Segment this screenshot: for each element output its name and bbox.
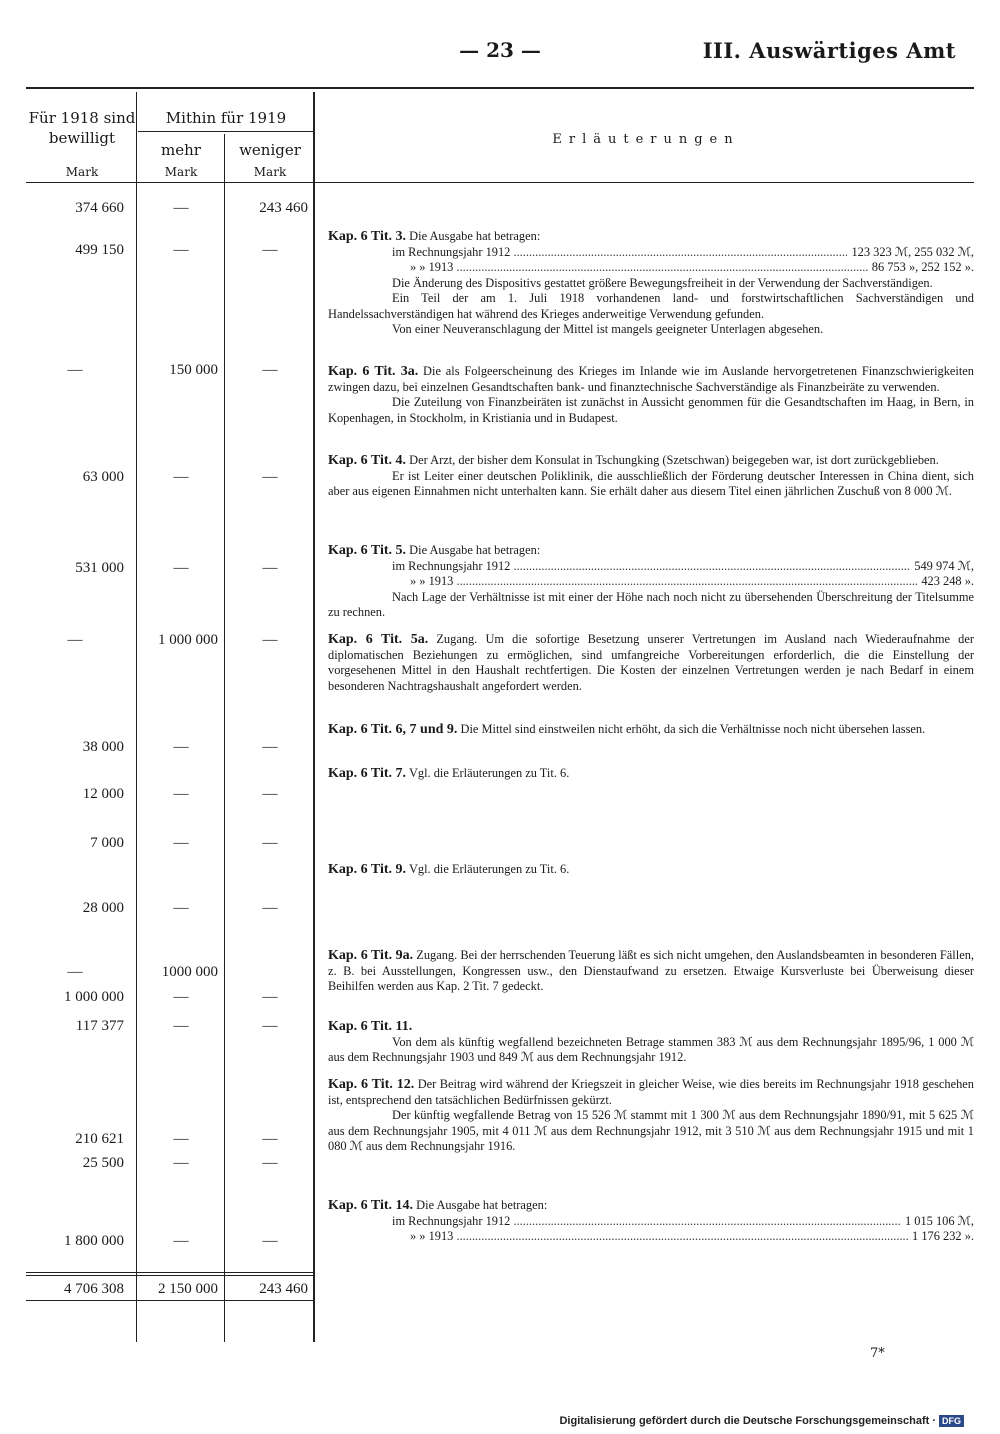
cell-bewilligt: 531 000 <box>75 560 124 576</box>
cell-mehr: — <box>173 989 189 1005</box>
kap-label: Kap. 6 Tit. 6, 7 und 9. <box>328 722 458 737</box>
kap-label: Kap. 6 Tit. 9. <box>328 862 407 877</box>
column-rule-1 <box>136 92 137 1342</box>
cell-mehr: — <box>173 1131 189 1147</box>
kap-label: Kap. 6 Tit. 3. <box>328 229 407 244</box>
cell-bewilligt: 1 000 000 <box>64 989 124 1005</box>
note-tit-4: Kap. 6 Tit. 4. Der Arzt, der bisher dem Konsulat in Tschungking (Szetschwan) beigegeben war, ist dort zurückgeblieben. Er ist Leiter einer deutschen Poliklinik, die ausschließlich der Förderung deutscher Interessen in China dient, sich aber aus eigenen Einnahmen nicht unterhalten kann. Sie erhält daher aus diesem Titel einen jährlichen Zuschuß von 8 000 ℳ. <box>328 453 974 498</box>
cell-mehr: — <box>173 1155 189 1171</box>
total-mehr: 2 150 000 <box>158 1281 218 1297</box>
kap-label: Kap. 6 Tit. 12. <box>328 1077 415 1092</box>
cell-mehr: — <box>173 1018 189 1034</box>
cell-weniger: — <box>262 786 278 802</box>
note-tit-14: Kap. 6 Tit. 14. Die Ausgabe hat betragen: im Rechnungsjahr 1912 ..... 1 015 106 ℳ, » » 1913 ..... 1 176 232 ». <box>328 1198 974 1245</box>
note-tit-3a: Kap. 6 Tit. 3a. Die als Folgeerscheinung des Krieges im Inlande wie im Auslande hervorgetretenen Finanzschwierigkeiten zwingen dazu, bei einzelnen Gesandtschaften bank- und finanztechnische Sachverständige als Finanzbeiräte zu verwenden. Die Zuteilung von Finanzbeiräten ist zunächst in Aussicht genommen für die Gesandtschaften im Haag, in Bern, in Kopenhagen, in Stockholm, in Kristiania und in Budapest. <box>328 364 974 425</box>
col-bewilligt-unit: Mark <box>65 165 99 179</box>
cell-mehr: 150 000 <box>169 362 218 378</box>
cell-bewilligt: — <box>67 362 83 378</box>
header-rule <box>26 87 974 89</box>
cell-weniger: — <box>262 469 278 485</box>
note-tit-3: Kap. 6 Tit. 3. Die Ausgabe hat betragen: im Rechnungsjahr 1912 ..... 123 323 ℳ, 255 032 ℳ, » » 1913 ..... 86 753 », 252 152 ». Die Änderung des Dispositivs gestattet größere Bewegungsfreiheit in der Verwendung der Sachverständigen. Ein Teil der am 1. Juli 1918 vorhandenen land- und forstwirtschaftlichen Sachverständigen und Handelssachverständigen hat während des Krieges anderweitige Verwendung gefunden. Von einer Neuveranschlagung der Mittel ist mangels geeigneter Unterlagen abgesehen. <box>328 229 974 338</box>
sheet-signature: 7* <box>870 1346 885 1361</box>
col-bewilligt-heading: Für 1918 sind bewilligt <box>28 109 136 147</box>
cell-weniger: — <box>262 900 278 916</box>
col-mehr-heading: mehr <box>161 141 201 159</box>
cell-weniger: — <box>262 739 278 755</box>
kap-label: Kap. 6 Tit. 7. <box>328 766 407 781</box>
cell-weniger: — <box>262 1233 278 1249</box>
cell-weniger: — <box>262 1018 278 1034</box>
cell-bewilligt: 117 377 <box>75 1018 124 1034</box>
total-bewilligt: 4 706 308 <box>64 1281 124 1297</box>
cell-mehr: — <box>173 835 189 851</box>
cell-weniger: — <box>262 560 278 576</box>
cell-weniger: 243 460 <box>259 200 308 216</box>
heading-rule <box>26 182 974 183</box>
kap-label: Kap. 6 Tit. 14. <box>328 1198 414 1213</box>
cell-weniger: — <box>262 632 278 648</box>
note-tit-5a: Kap. 6 Tit. 5a. Zugang. Um die sofortige Besetzung unserer Vertretungen im Ausland nach Wiederaufnahme der diplomatischen Beziehungen zu ermöglichen, sind umfangreiche Vorbereitungen erforderlich, die die Einstellung der vorgesehenen Mittel in den Haushalt rechtfertigen. Die Kosten der einzelnen Vertretungen werden je nach Bedarf in einem besonderen Nachtragshaushalt angefordert werden. <box>328 632 974 693</box>
note-tit-7: Kap. 6 Tit. 7. Vgl. die Erläuterungen zu Tit. 6. <box>328 766 570 781</box>
note-tit-12: Kap. 6 Tit. 12. Der Beitrag wird während der Kriegszeit in gleicher Weise, wie dies bereits im Rechnungsjahr 1918 geschehen ist, entsprechend den tatsächlichen Bedürfnissen gekürzt. Der künftig wegfallende Betrag von 15 526 ℳ stammt mit 1 300 ℳ aus dem Rechnungsjahr 1890/91, mit 5 625 ℳ aus dem Rechnungsjahr 1905, mit 4 011 ℳ aus dem Rechnungsjahr 1912, mit 3 510 ℳ aus dem Rechnungsjahr 1915 und mit 1 080 ℳ aus dem Rechnungsjahr 1916. <box>328 1077 974 1153</box>
kap-label: Kap. 6 Tit. 5a. <box>328 632 429 647</box>
cell-bewilligt: 38 000 <box>82 739 124 755</box>
note-tit-11: Kap. 6 Tit. 11. Von dem als künftig wegfallend bezeichneten Betrage stammen 383 ℳ aus dem Rechnungsjahr 1895/96, 1 000 ℳ aus dem Rechnungsjahr 1903 und 849 ℳ aus dem Rechnungsjahr 1912. <box>328 1019 974 1064</box>
cell-mehr: 1000 000 <box>161 964 218 980</box>
cell-weniger: — <box>262 835 278 851</box>
cell-weniger: — <box>262 989 278 1005</box>
cell-mehr: — <box>173 1233 189 1249</box>
cell-bewilligt: 28 000 <box>82 900 124 916</box>
cell-mehr: 1 000 000 <box>158 632 218 648</box>
col-erlaeuterungen-heading: Erläuterungen <box>552 132 740 147</box>
kap-label: Kap. 6 Tit. 9a. <box>328 948 414 963</box>
cell-weniger: — <box>262 362 278 378</box>
note-tit-9a: Kap. 6 Tit. 9a. Zugang. Bei der herrschenden Teuerung läßt es sich nicht umgehen, den Auslandsbeamten in besonderen Fällen, z. B. bei Ausstellungen, Kongressen usw., den Dienstaufwand zu ersetzen. Etwaige Kursverluste bei Überweisung dieser Beihilfen werden aus Kap. 2 Tit. 7 gedeckt. <box>328 948 974 993</box>
col-mehr-unit: Mark <box>164 165 198 179</box>
note-tit-5: Kap. 6 Tit. 5. Die Ausgabe hat betragen: im Rechnungsjahr 1912 ..... 549 974 ℳ, » » 1913 ..... 423 248 ». Nach Lage der Verhältnisse ist mit einer der Höhe nach noch nicht zu übersehenden Überschreitung der Titelsumme zu rechnen. <box>328 543 974 621</box>
cell-bewilligt: 499 150 <box>75 242 124 258</box>
cell-bewilligt: 7 000 <box>90 835 124 851</box>
cell-bewilligt: — <box>67 964 83 980</box>
note-tit-9: Kap. 6 Tit. 9. Vgl. die Erläuterungen zu Tit. 6. <box>328 862 570 877</box>
cell-mehr: — <box>173 469 189 485</box>
cell-weniger: — <box>262 242 278 258</box>
cell-bewilligt: — <box>67 632 83 648</box>
mithin-rule <box>138 131 314 132</box>
cell-bewilligt: 210 621 <box>75 1131 124 1147</box>
cell-bewilligt: 25 500 <box>82 1155 124 1171</box>
footer-text: Digitalisierung gefördert durch die Deutsche Forschungsgemeinschaft · <box>559 1415 936 1427</box>
cell-mehr: — <box>173 200 189 216</box>
cell-mehr: — <box>173 900 189 916</box>
col-weniger-unit: Mark <box>253 165 287 179</box>
cell-weniger: — <box>262 1131 278 1147</box>
col-mithin-heading: Mithin für 1919 <box>165 109 287 127</box>
kap-label: Kap. 6 Tit. 3a. <box>328 364 419 379</box>
column-rule-2 <box>224 134 225 1342</box>
cell-weniger: — <box>262 1155 278 1171</box>
col-weniger-heading: weniger <box>239 141 301 159</box>
cell-mehr: — <box>173 786 189 802</box>
kap-label: Kap. 6 Tit. 4. <box>328 453 407 468</box>
totals-bottom-rule <box>26 1300 314 1301</box>
cell-mehr: — <box>173 739 189 755</box>
kap-label: Kap. 6 Tit. 11. <box>328 1019 413 1034</box>
cell-mehr: — <box>173 560 189 576</box>
totals-rule <box>26 1272 314 1273</box>
section-title: III. Auswärtiges Amt <box>702 38 956 63</box>
dfg-footer <box>559 1415 964 1427</box>
page-number: — 23 — <box>459 38 541 62</box>
cell-bewilligt: 374 660 <box>75 200 124 216</box>
cell-mehr: — <box>173 242 189 258</box>
dfg-logo: DFG <box>939 1415 964 1427</box>
kap-label: Kap. 6 Tit. 5. <box>328 543 407 558</box>
total-weniger: 243 460 <box>259 1281 308 1297</box>
cell-bewilligt: 63 000 <box>82 469 124 485</box>
note-tit-6-7-9: Kap. 6 Tit. 6, 7 und 9. Die Mittel sind einstweilen nicht erhöht, da sich die Verhältnisse noch nicht übersehen lassen. <box>328 722 926 737</box>
cell-bewilligt: 1 800 000 <box>64 1233 124 1249</box>
cell-bewilligt: 12 000 <box>82 786 124 802</box>
totals-rule-double <box>26 1275 314 1276</box>
